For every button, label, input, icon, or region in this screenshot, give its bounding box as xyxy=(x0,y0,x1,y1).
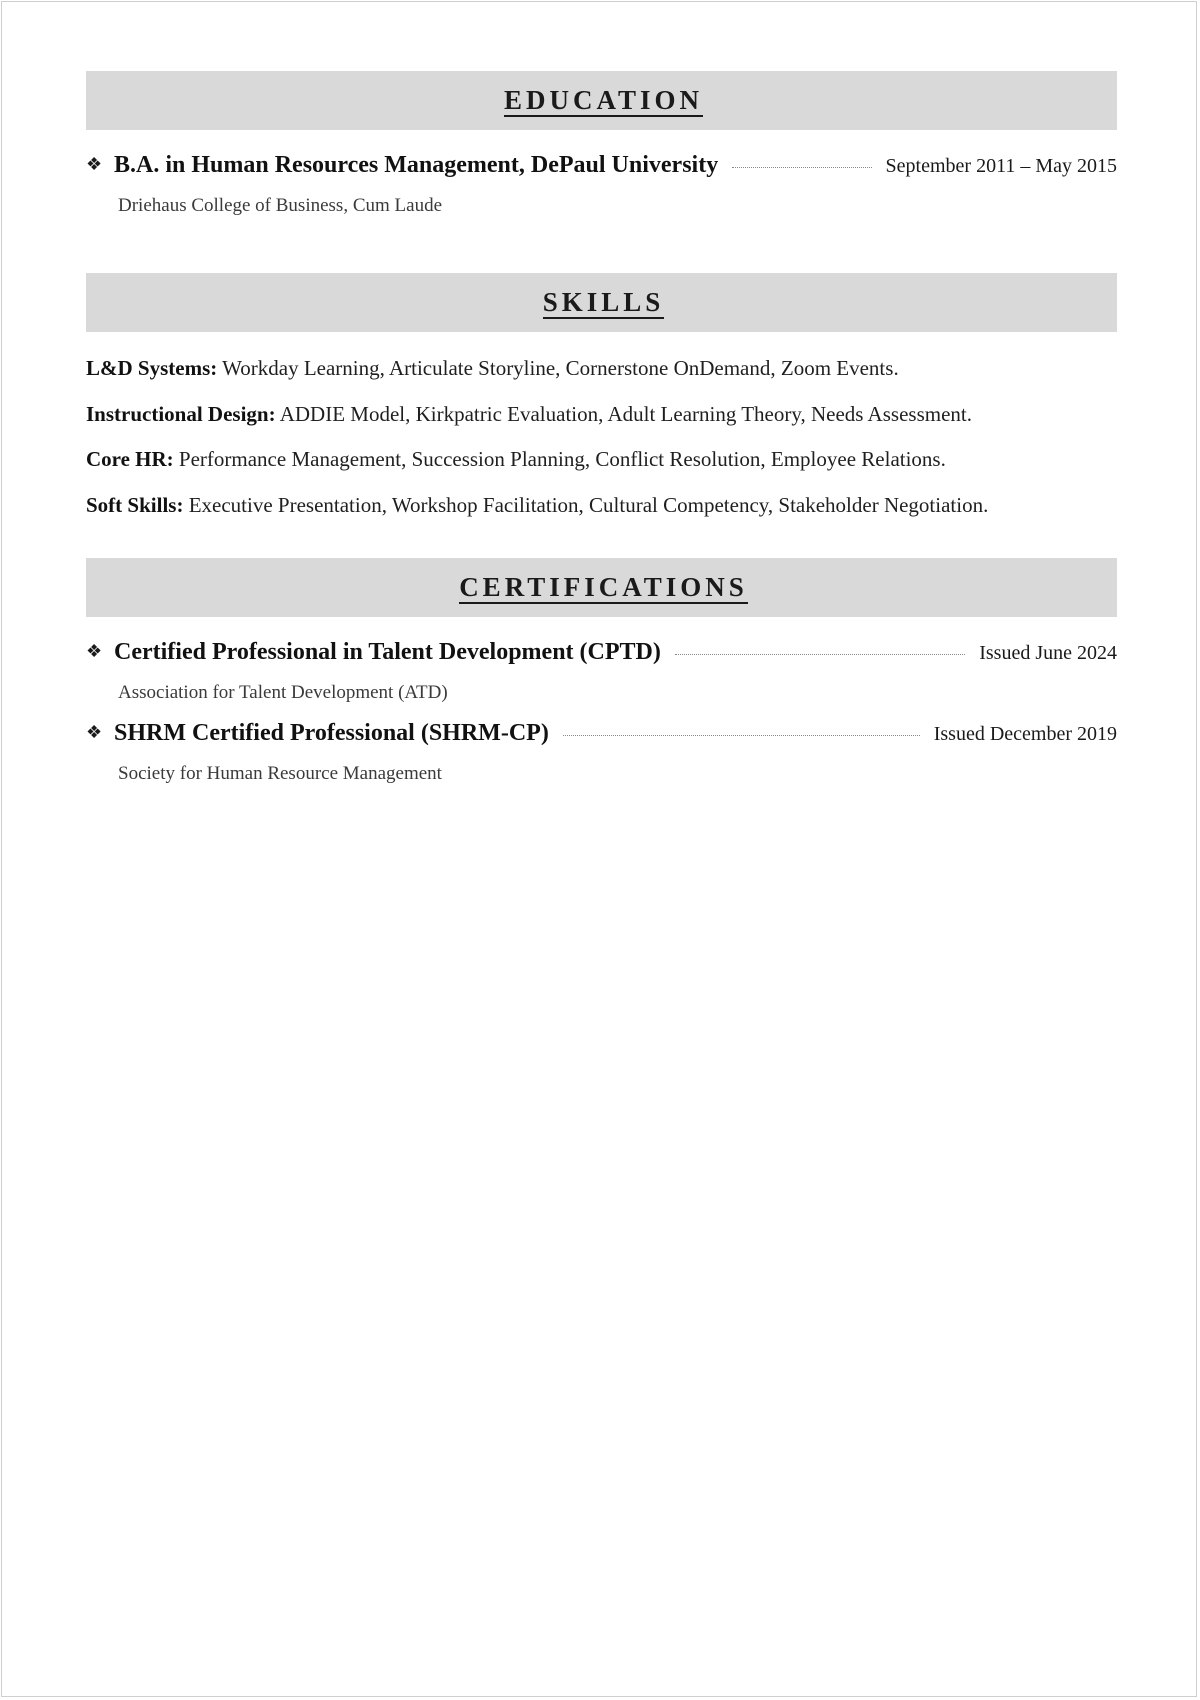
certification-issuer: Society for Human Resource Management xyxy=(118,763,442,784)
dotted-leader xyxy=(732,167,871,168)
education-entry xyxy=(86,152,1117,220)
skill-label: Instructional Design: xyxy=(86,401,276,426)
skill-text: Workday Learning, Articulate Storyline, Cornerstone OnDemand, Zoom Events. xyxy=(222,356,899,380)
education-entry-line xyxy=(86,152,1117,192)
diamond-bullet-icon: ❖ xyxy=(86,641,103,661)
skill-text: ADDIE Model, Kirkpatric Evaluation, Adult Learning Theory, Needs Assessment. xyxy=(279,401,972,426)
resume-content xyxy=(86,71,1117,788)
certification-title: SHRM Certified Professional (SHRM-CP) xyxy=(114,720,549,746)
diamond-bullet-icon: ❖ xyxy=(86,722,103,742)
certification-entry-line xyxy=(86,639,1117,679)
certification-entry-line xyxy=(86,720,1117,760)
skill-line-core-hr xyxy=(86,443,1117,489)
dotted-leader xyxy=(675,654,965,655)
education-section-header xyxy=(86,71,1117,130)
certifications-section-header xyxy=(86,558,1117,617)
degree-title: B.A. in Human Resources Management, DePaul University xyxy=(114,152,719,178)
certification-date: Issued June 2024 xyxy=(979,642,1117,664)
skill-line-soft-skills xyxy=(86,489,1117,535)
certification-issuer: Association for Talent Development (ATD) xyxy=(118,682,448,703)
skills-list xyxy=(86,352,1117,534)
skills-section-title: SKILLS xyxy=(542,286,665,317)
certification-date: Issued December 2019 xyxy=(933,723,1117,745)
skill-line-instructional-design xyxy=(86,398,1117,444)
skill-label: L&D Systems: xyxy=(86,356,218,380)
certification-entry-shrm xyxy=(86,720,1117,788)
skills-section-header xyxy=(86,273,1117,332)
certifications-section-title: CERTIFICATIONS xyxy=(459,571,748,602)
skill-text: Performance Management, Succession Planning, Conflict Resolution, Employee Relations. xyxy=(178,447,946,471)
skill-label: Core HR: xyxy=(86,447,174,471)
resume-page xyxy=(1,1,1197,1697)
education-date: September 2011 – May 2015 xyxy=(885,155,1117,177)
skill-text: Executive Presentation, Workshop Facilitation, Cultural Competency, Stakeholder Negotiation. xyxy=(188,492,989,517)
skill-line-ld-systems xyxy=(86,352,1117,398)
certification-title: Certified Professional in Talent Development (CPTD) xyxy=(114,639,661,665)
dotted-leader xyxy=(563,735,920,736)
diamond-bullet-icon: ❖ xyxy=(86,154,103,174)
education-section-title: EDUCATION xyxy=(503,84,703,115)
education-subtitle: Driehaus College of Business, Cum Laude xyxy=(118,195,443,216)
skill-label: Soft Skills: xyxy=(86,492,184,517)
certification-entry-cptd xyxy=(86,639,1117,707)
